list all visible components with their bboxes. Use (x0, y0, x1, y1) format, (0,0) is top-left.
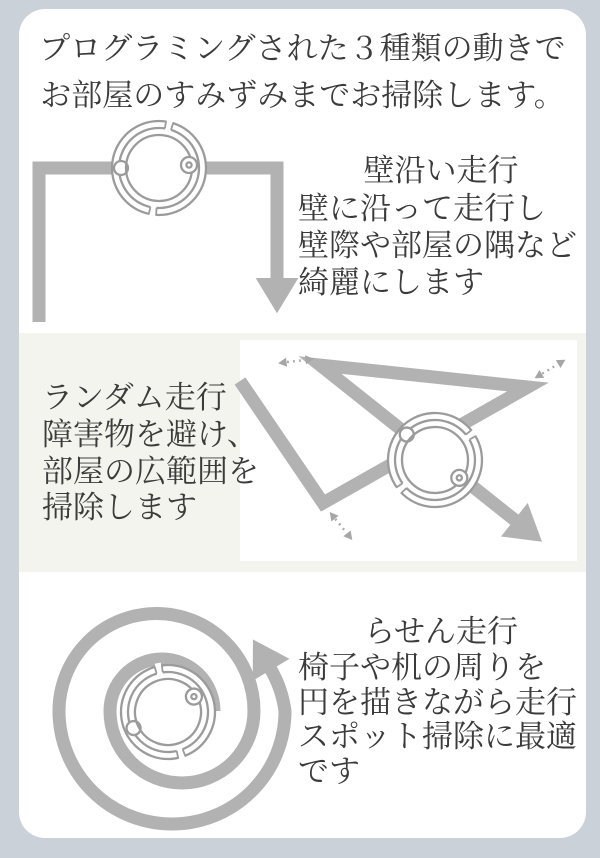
section-body-line: 壁際や部屋の隅など (298, 228, 577, 263)
section-body-line: 掃除します (42, 490, 197, 525)
section-random-text (42, 378, 342, 527)
section-body-line: スポット掃除に最適 (298, 719, 577, 754)
section-body-line: 障害物を避け、 (42, 417, 258, 452)
page-title (19, 25, 586, 119)
robot-top-view-icon (112, 119, 206, 217)
section-body-line: 円を描きながら走行 (298, 684, 577, 720)
section-title: ランダム走行 (42, 380, 227, 415)
section-title: らせん走行 (363, 614, 519, 649)
title-line-1: プログラミングされた３種類の動きで (39, 31, 566, 66)
section-title: 壁沿い走行 (363, 153, 519, 188)
section-body-line: 部屋の広範囲を (42, 453, 259, 489)
section-body-line: です (298, 753, 360, 789)
section-body-line: 綺麗にします (298, 265, 484, 300)
section-wall-following-text (298, 151, 584, 301)
product-info-card (19, 9, 586, 838)
title-line-2: お部屋のすみずみまでお掃除します。 (40, 78, 565, 113)
section-body-line: 壁に沿って走行し (298, 191, 546, 226)
section-body-line: 椅子や机の周りを (298, 650, 546, 685)
section-spiral-text (298, 613, 584, 789)
